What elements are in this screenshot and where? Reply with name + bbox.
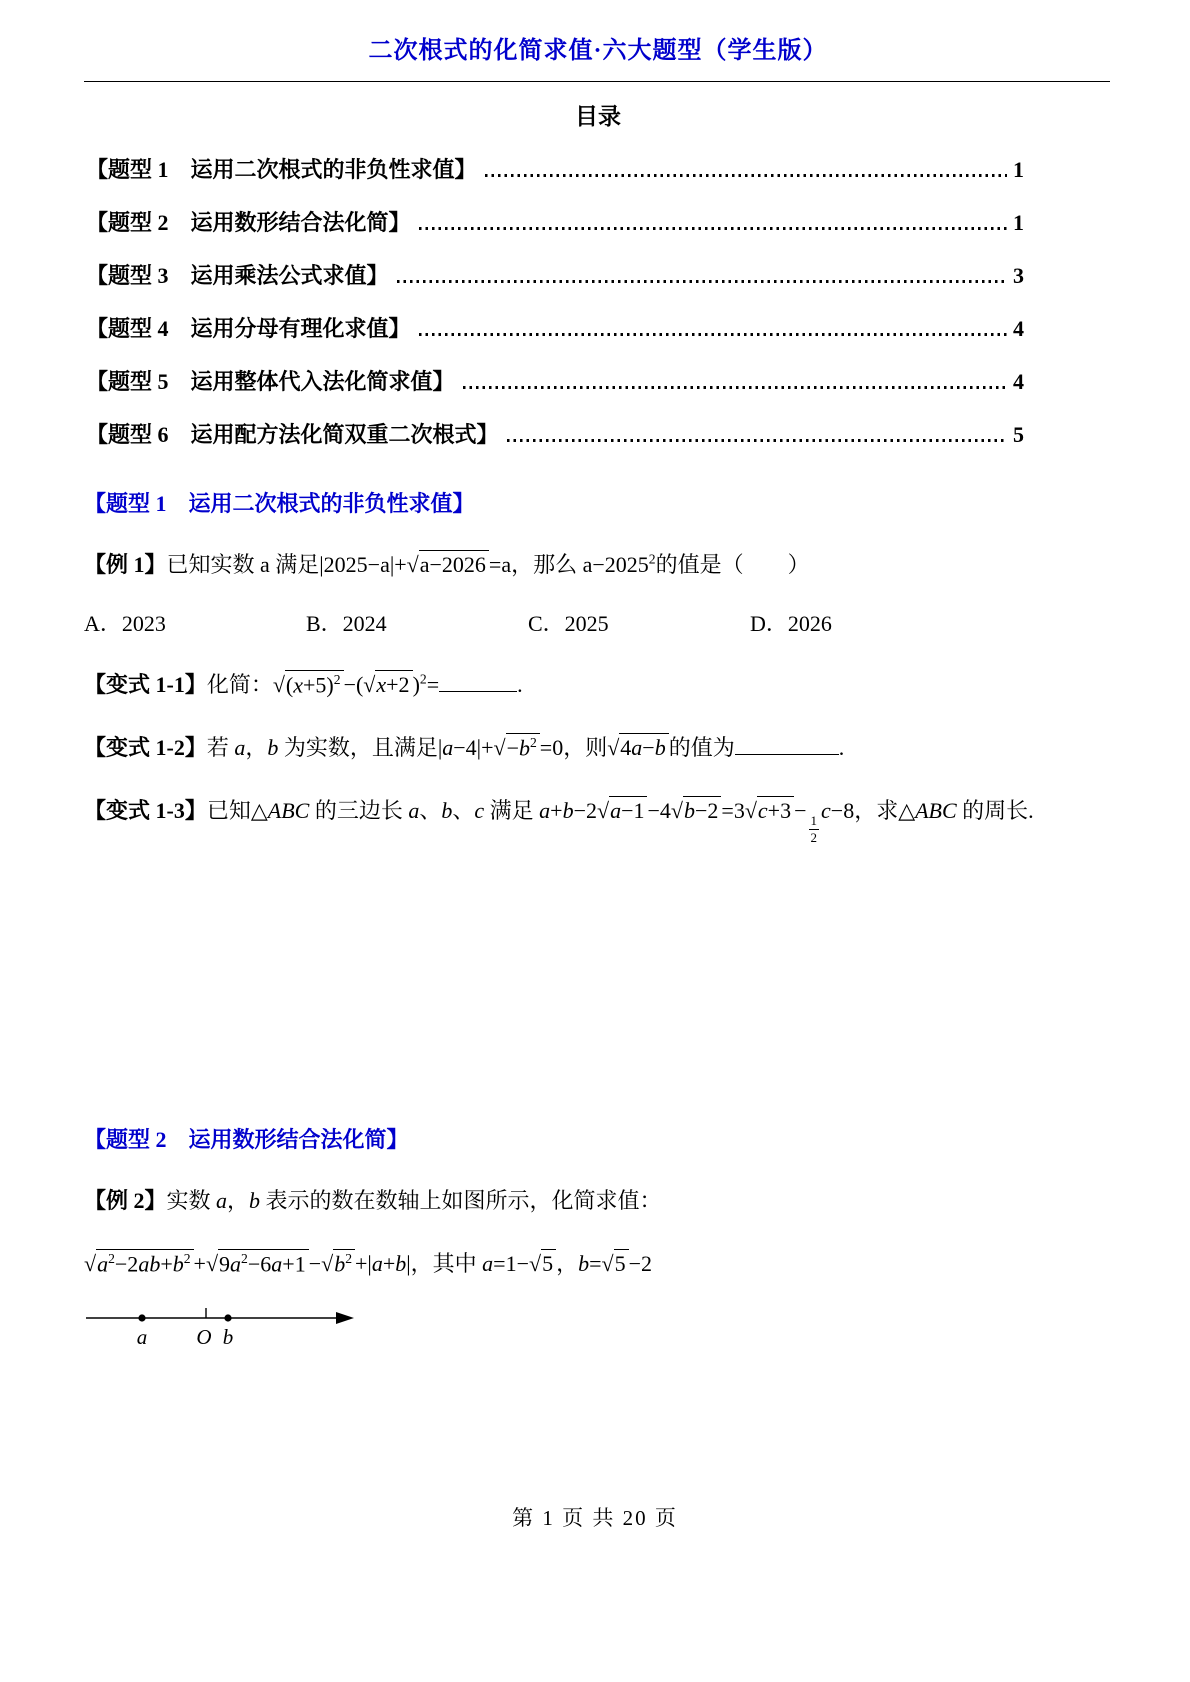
toc-item	[86, 365, 1024, 396]
number-line	[84, 1304, 374, 1352]
toc-page-number: 1	[1013, 157, 1024, 182]
option-b: B．2024	[306, 611, 387, 636]
doc-title: 二次根式的化简求值·六大题型（学生版）	[368, 38, 828, 64]
label-o: O	[196, 1325, 212, 1350]
option-c: C．2025	[528, 611, 609, 636]
example-2-expression: $√a^2-2ab+b^2 +√9a^2-6a+1 -√b^2 +|a+b|$，其中 a=1−√5 ，b=√5 −2	[84, 1250, 652, 1277]
toc-item	[86, 153, 1024, 184]
example-1-options	[84, 607, 1112, 638]
title-rule	[84, 81, 1110, 82]
toc-dot-leader	[397, 280, 1007, 283]
variant-1-2: 【变式 1-2】若 a，b 为实数，且满足$|a-4|+√-b^2 =0$，则√4a−b 的值为 .	[84, 731, 1112, 764]
toc-item	[86, 259, 1024, 290]
toc-page-number: 4	[1013, 369, 1024, 394]
toc-item	[86, 418, 1024, 449]
toc-dot-leader	[419, 227, 1007, 230]
number-line-figure	[84, 1304, 1112, 1357]
toc-dot-leader	[419, 333, 1007, 336]
label-a: a	[136, 1325, 148, 1350]
toc-page-number: 4	[1013, 316, 1024, 341]
toc-page-number: 1	[1013, 210, 1024, 235]
point-a-dot	[138, 1315, 145, 1322]
toc-page-number: 5	[1013, 422, 1024, 447]
label-b: b	[222, 1325, 234, 1350]
option-d: D．2026	[750, 611, 832, 636]
toc-item-label: 【题型 2 运用数形结合法化简】	[86, 210, 411, 235]
toc-page-number: 3	[1013, 263, 1024, 288]
arrowhead-icon	[336, 1312, 354, 1324]
toc-item	[86, 206, 1024, 237]
point-b-dot	[224, 1315, 231, 1322]
toc-item-label: 【题型 4 运用分母有理化求值】	[86, 316, 411, 341]
toc-item-label: 【题型 1 运用二次根式的非负性求值】	[86, 157, 477, 182]
page-footer: 第 1 页 共 20 页	[512, 1506, 678, 1530]
toc-item-label: 【题型 6 运用配方法化简双重二次根式】	[86, 422, 499, 447]
toc-dot-leader	[463, 386, 1007, 389]
section-heading-2: 【题型 2 运用数形结合法化简】	[84, 1127, 409, 1153]
section-heading-1: 【题型 1 运用二次根式的非负性求值】	[84, 491, 475, 516]
option-a: A．2023	[84, 611, 166, 636]
toc-item	[86, 312, 1024, 343]
example-1: 【例 1】已知实数 a 满足|2025−a|+√a−2026 =a，那么 $a-2025^2$的值是（ ）	[84, 551, 810, 577]
toc-item-label: 【题型 5 运用整体代入法化简求值】	[86, 369, 455, 394]
toc-list	[84, 153, 1024, 449]
variant-1-3: 【变式 1-3】已知△ABC 的三边长 a、b、c 满足 a+b−2√a−1 −4√b−2 =3√c+3 − $\frac{1}{2}$ c−8，求△ABC 的周长.	[84, 798, 1034, 845]
example-2: 【例 2】实数 a，b 表示的数在数轴上如图所示，化简求值：	[84, 1188, 662, 1214]
toc-dot-leader	[507, 439, 1007, 442]
toc-item-label: 【题型 3 运用乘法公式求值】	[86, 263, 389, 288]
variant-1-1: 【变式 1-1】化简：$√(x+5)^2 -(√x+2$ )$^2$= .	[84, 668, 1112, 701]
toc-heading: 目录	[575, 104, 621, 129]
toc-dot-leader	[485, 174, 1007, 177]
